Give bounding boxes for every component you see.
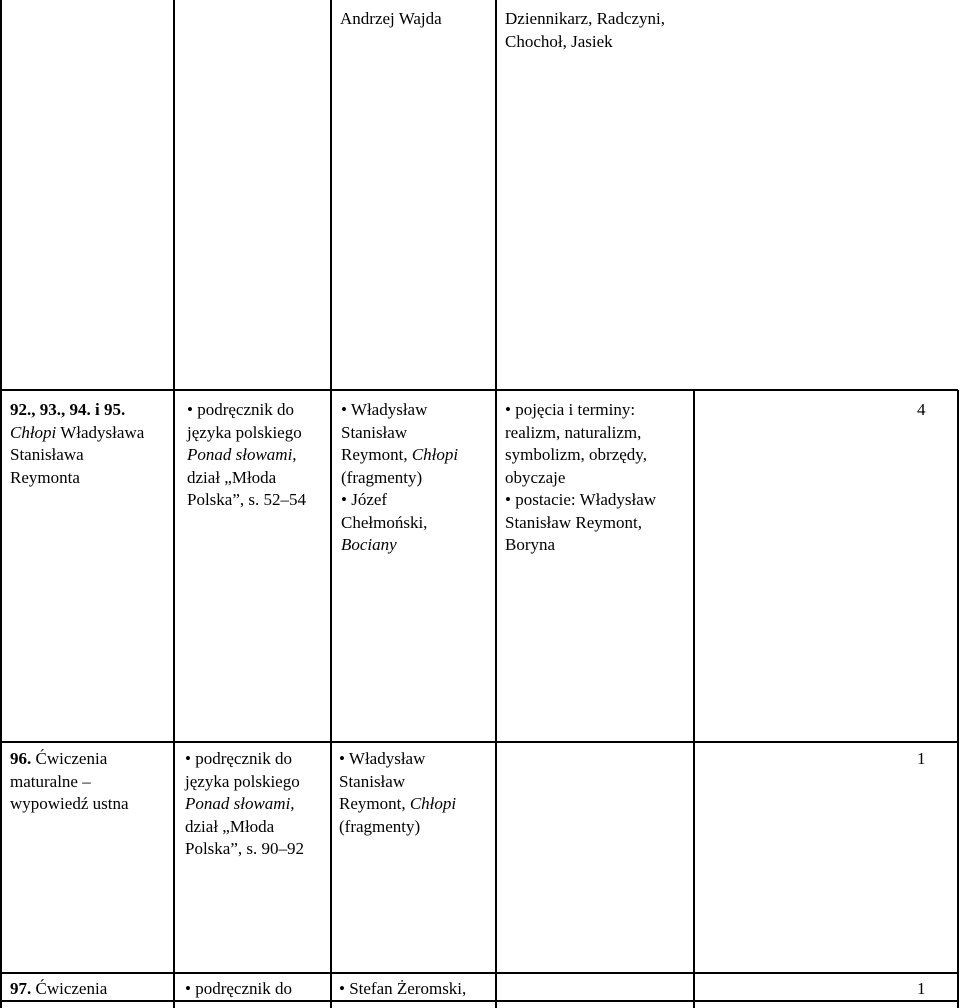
lesson-title-line3: Reymonta [10, 467, 80, 487]
table-vline-0 [0, 0, 2, 1008]
text-line2: Stanisław [341, 422, 408, 442]
text-96-author: Reymont, [339, 794, 410, 813]
resources-92-95 [187, 399, 306, 512]
top-characters-line2: Chochoł, Jasiek [505, 31, 613, 51]
concept-line2: realizm, naturalizm, [505, 422, 642, 442]
lesson-96-number: 96. [10, 749, 32, 768]
resources-96 [185, 748, 304, 861]
lesson-97-number: 97. [10, 979, 32, 998]
resource-96-line3: Ponad słowami, [185, 794, 295, 813]
lesson-96-title: Ćwiczenia [31, 749, 108, 768]
table-vline-5 [957, 390, 959, 1008]
resource-96-line4: dział „Młoda [185, 816, 275, 836]
lesson-96-line2: maturalne – [10, 771, 91, 791]
table-hline-2 [0, 741, 958, 743]
top-author-name: Andrzej Wajda [340, 9, 442, 28]
hours-97 [917, 978, 926, 1001]
table-vline-3 [495, 0, 497, 1008]
table-hline-3 [0, 972, 958, 974]
lesson-title-italic: Chłopi [10, 422, 57, 442]
text-line4: (fragmenty) [341, 467, 423, 487]
text-line3-author: Reymont, [341, 445, 412, 464]
table-hline-4 [0, 1000, 958, 1002]
lesson-92-95 [10, 399, 144, 489]
lesson-title-line2: Stanisława [10, 445, 84, 464]
lesson-96-line3: wypowiedź ustna [10, 794, 129, 813]
text-97-line1: • Stefan Żeromski, [339, 979, 467, 998]
lesson-97-title: Ćwiczenia [31, 979, 108, 998]
hours-value: 4 [917, 400, 926, 419]
concept-line3: symbolizm, obrzędy, [505, 445, 647, 464]
table-vline-4 [693, 390, 695, 1008]
table-vline-2 [330, 0, 332, 1008]
resources-97 [185, 978, 292, 1001]
top-text-author [340, 8, 442, 31]
lesson-96 [10, 748, 129, 816]
resource-line3: Ponad słowami, [187, 445, 297, 464]
concept-line7: Boryna [505, 535, 556, 554]
resource-96-line1: • podręcznik do [185, 749, 292, 768]
concept-line5: • postacie: Władysław [505, 490, 657, 509]
text-96-line4: (fragmenty) [339, 816, 421, 836]
concept-line1: • pojęcia i terminy: [505, 400, 636, 419]
lesson-97 [10, 978, 107, 1001]
text-line7: Bociany [341, 535, 397, 554]
hours-92-95 [917, 399, 926, 422]
table-vline-1 [173, 0, 175, 1008]
text-line5: • Józef [341, 490, 388, 509]
concept-line6: Stanisław Reymont, [505, 512, 642, 532]
top-characters [505, 8, 665, 53]
text-96-title: Chłopi [409, 794, 457, 813]
texts-96 [339, 748, 456, 838]
text-line6: Chełmoński, [341, 512, 428, 532]
concept-line4: obyczaje [505, 467, 566, 487]
text-96-line1: • Władysław [339, 749, 426, 768]
texts-97 [339, 978, 466, 1001]
hours-96-value: 1 [917, 749, 926, 768]
hours-97-value: 1 [917, 979, 926, 998]
text-line1: • Władysław [341, 400, 428, 419]
text-96-line2: Stanisław [339, 771, 406, 791]
resource-line1: • podręcznik do [187, 400, 294, 419]
resource-line2: języka polskiego [187, 422, 302, 442]
hours-96 [917, 748, 926, 771]
resource-line4: dział „Młoda [187, 467, 277, 487]
concepts-92-95 [505, 399, 656, 557]
resource-96-line5: Polska”, s. 90–92 [185, 839, 304, 858]
resource-97-line1: • podręcznik do [185, 979, 292, 998]
resource-line5: Polska”, s. 52–54 [187, 490, 306, 509]
lesson-number: 92., 93., 94. i 95. [10, 400, 126, 419]
text-line3-title: Chłopi [411, 445, 459, 464]
table-hline-1 [0, 389, 958, 391]
text-line3 [341, 444, 458, 467]
lesson-title-rest: Władysława [56, 422, 145, 442]
lesson-title-line1 [10, 422, 144, 445]
texts-92-95 [341, 399, 458, 557]
lesson-96-line1 [10, 748, 129, 771]
top-characters-line1: Dziennikarz, Radczyni, [505, 9, 666, 28]
text-96-line3 [339, 793, 456, 816]
resource-96-line2: języka polskiego [185, 771, 300, 791]
